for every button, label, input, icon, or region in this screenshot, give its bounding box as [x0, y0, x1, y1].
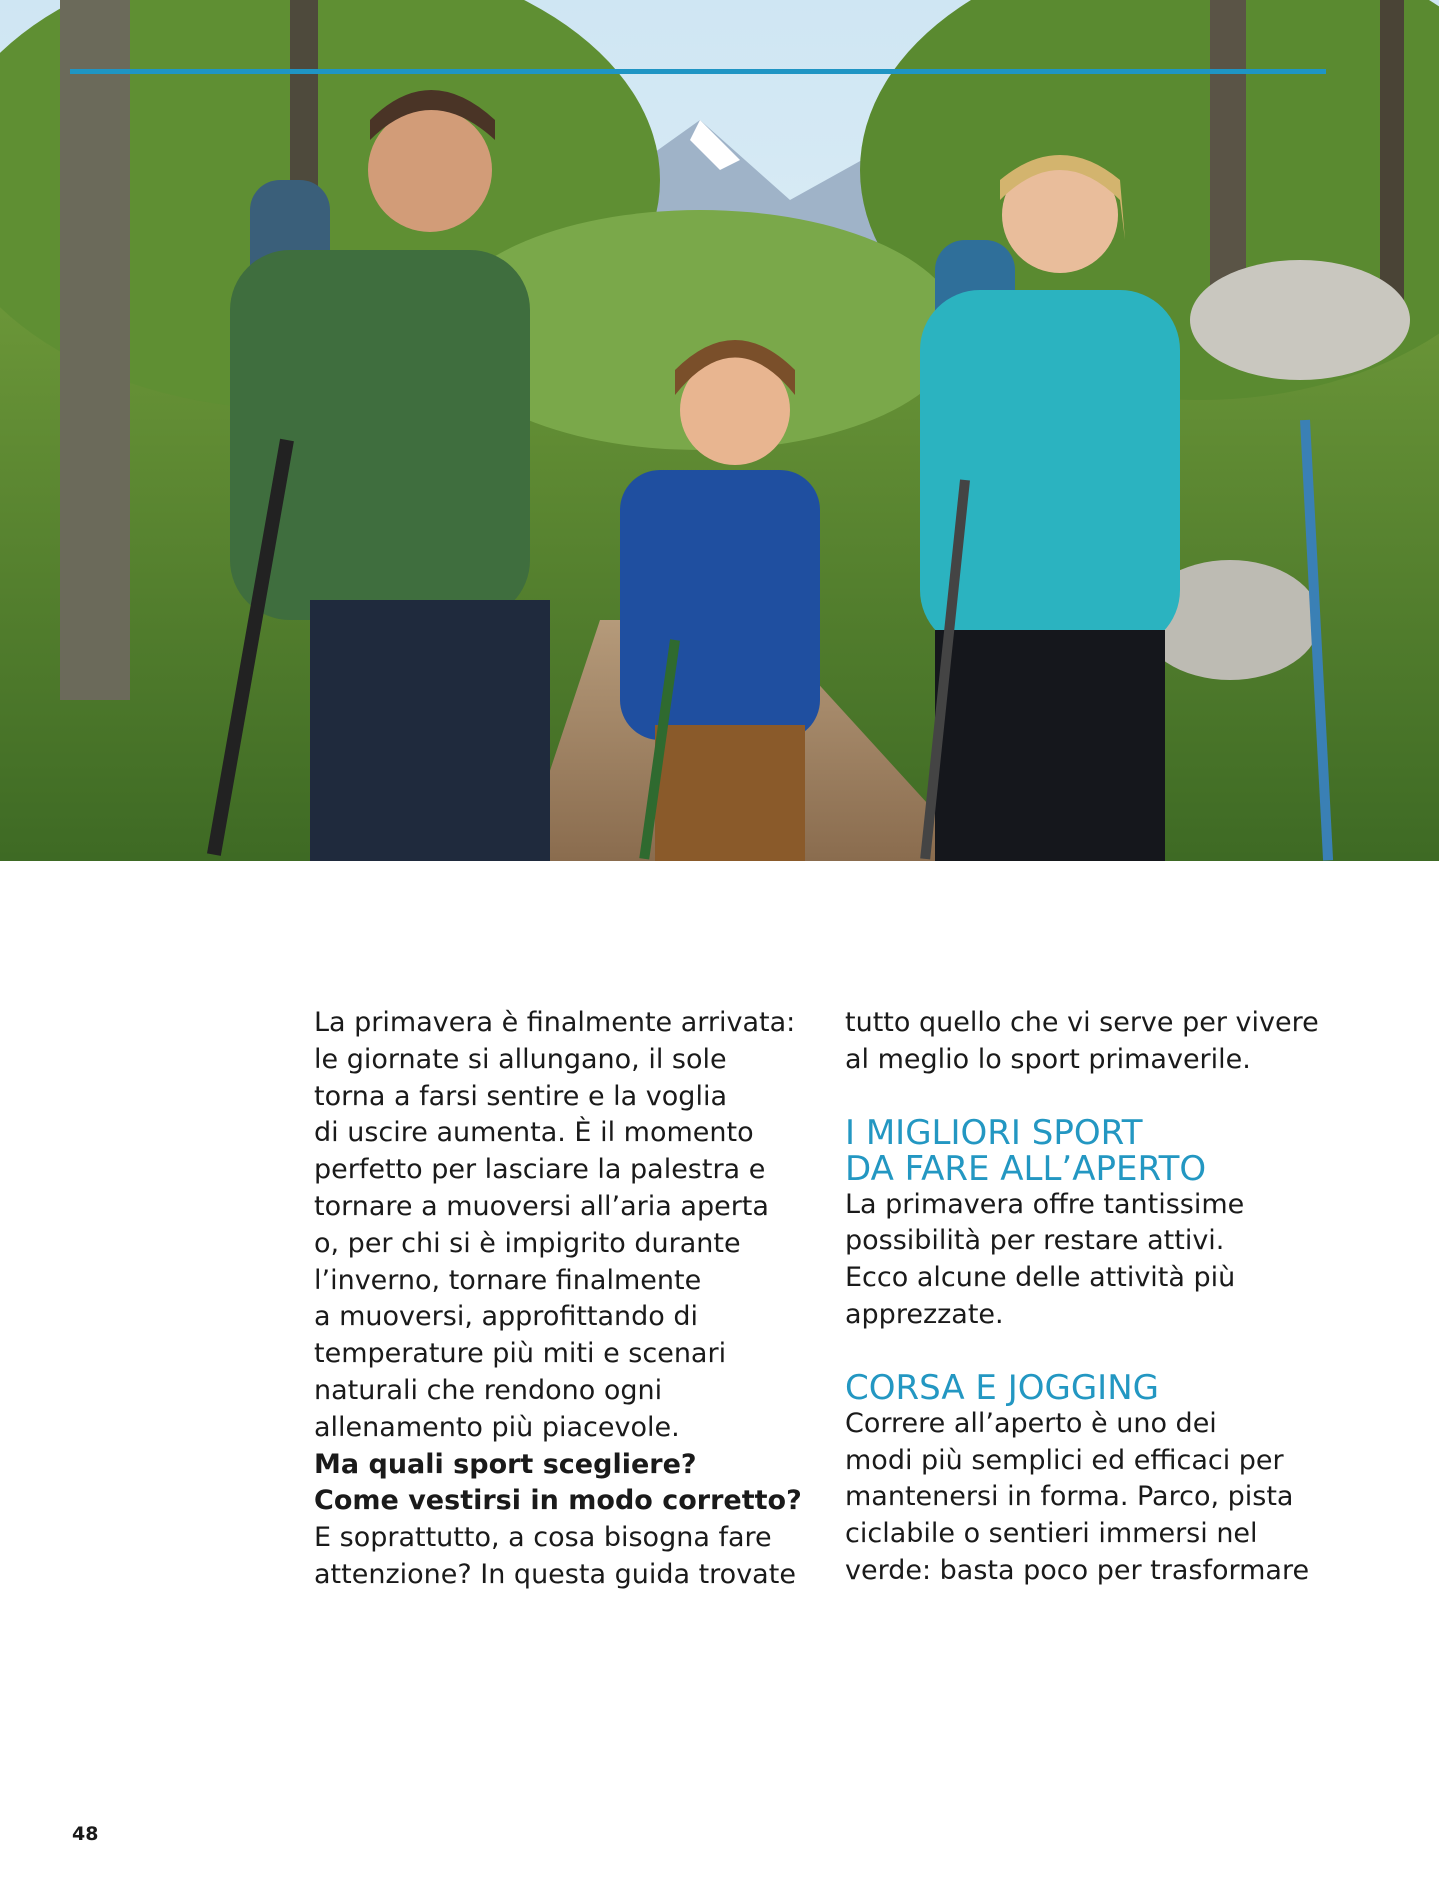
body-line: ciclabile o sentieri immersi nel: [845, 1518, 1258, 1550]
body-line: La primavera offre tantissime: [845, 1188, 1245, 1220]
bold-question-line: Come vestirsi in modo corretto?: [314, 1485, 802, 1517]
body-line: tornare a muoversi all’aria aperta: [314, 1190, 769, 1222]
body-line: La primavera è finalmente arrivata:: [314, 1007, 796, 1038]
left-text-column: [314, 1005, 814, 1594]
body-line: modi più semplici ed efficaci per: [845, 1444, 1284, 1476]
body-line: torna a farsi sentire e la voglia: [314, 1080, 727, 1112]
accent-rule: [70, 69, 1326, 74]
body-line: o, per chi si è impigrito durante: [314, 1227, 741, 1259]
body-line: allenamento più piacevole.: [314, 1411, 680, 1443]
body-line: attenzione? In questa guida trovate: [314, 1558, 796, 1590]
body-line: al meglio lo sport primaverile.: [845, 1043, 1251, 1075]
body-line: E soprattutto, a cosa bisogna fare: [314, 1522, 772, 1554]
body-line: perfetto per lasciare la palestra e: [314, 1154, 766, 1186]
hero-photo: [0, 0, 1439, 861]
body-line: naturali che rendono ogni: [314, 1374, 663, 1406]
section-heading-migliori-sport: [845, 1112, 1345, 1189]
body-line: verde: basta poco per trasformare: [845, 1554, 1310, 1586]
body-line: tutto quello che vi serve per vivere: [845, 1007, 1319, 1038]
body-line: apprezzate.: [845, 1298, 1004, 1330]
body-line: l’inverno, tornare finalmente: [314, 1264, 702, 1296]
page-number: 48: [72, 1823, 99, 1845]
body-line: di uscire aumenta. È il momento: [314, 1117, 754, 1149]
body-line: temperature più miti e scenari: [314, 1338, 727, 1370]
right-text-column: [845, 1005, 1345, 1590]
section-heading-corsa-jogging: CORSA E JOGGING: [845, 1367, 1159, 1408]
body-line: Correre all’aperto è uno dei: [845, 1407, 1217, 1439]
bold-question-line: Ma quali sport scegliere?: [314, 1448, 697, 1480]
body-line: mantenersi in forma. Parco, pista: [845, 1481, 1294, 1513]
heading-line: I MIGLIORI SPORT: [845, 1112, 1143, 1153]
heading-line: DA FARE ALL’APERTO: [845, 1148, 1207, 1189]
family-hiking-photo-icon: [0, 0, 1439, 861]
body-line: possibilità per restare attivi.: [845, 1225, 1225, 1257]
body-line: Ecco alcune delle attività più: [845, 1262, 1236, 1294]
body-line: le giornate si allungano, il sole: [314, 1043, 727, 1075]
body-line: a muoversi, approfittando di: [314, 1301, 699, 1333]
